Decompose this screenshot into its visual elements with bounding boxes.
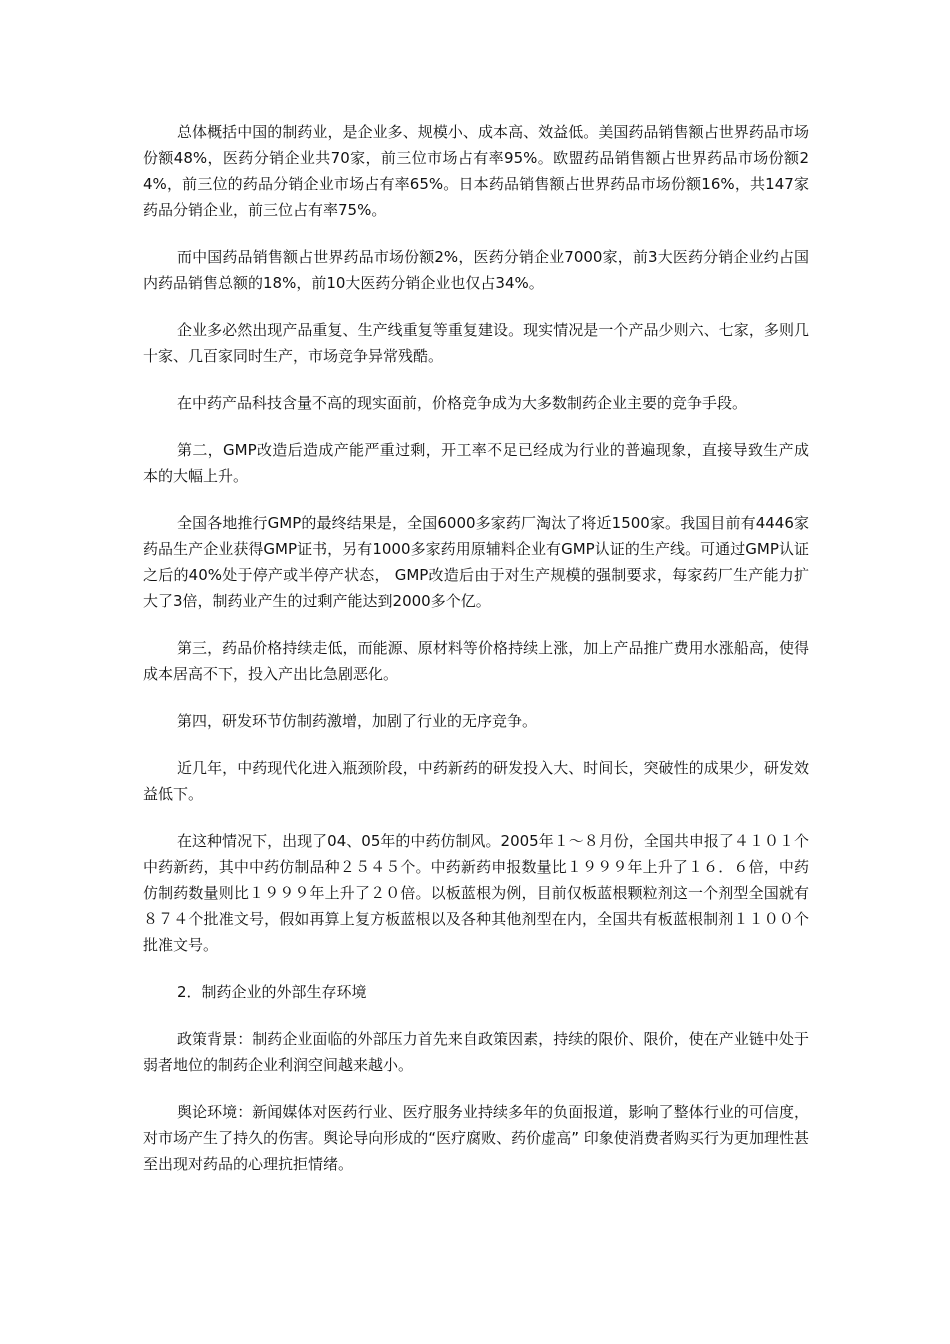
paragraph: 而中国药品销售额占世界药品市场份额2%，医药分销企业7000家，前3大医药分销企业约占国内药品销售总额的18%，前10大医药分销企业也仅占34%。 <box>143 248 809 292</box>
paragraph: 在中药产品科技含量不高的现实面前，价格竞争成为大多数制药企业主要的竞争手段。 <box>177 394 748 412</box>
paragraph: 企业多必然出现产品重复、生产线重复等重复建设。现实情况是一个产品少则六、七家，多则几十家、几百家同时生产，市场竞争异常残酷。 <box>143 321 809 365</box>
paragraph: 近几年，中药现代化进入瓶颈阶段，中药新药的研发投入大、时间长，突破性的成果少，研发效益低下。 <box>143 759 809 803</box>
paragraph: 舆论环境：新闻媒体对医药行业、医疗服务业持续多年的负面报道，影响了整体行业的可信度，对市场产生了持久的伤害。舆论导向形成的“医疗腐败、药价虚高” 印象使消费者购买行为更加理性甚至出现对药品的心理抗拒情绪。 <box>143 1103 809 1173</box>
document-body <box>143 119 809 1198</box>
paragraph: 在这种情况下，出现了04、05年的中药仿制风。2005年１～８月份，全国共申报了４１０１个中药新药，其中中药仿制品种２５４５个。中药新药申报数量比１９９９年上升了１６．６倍，中药仿制药数量则比１９９９年上升了２０倍。以板蓝根为例，目前仅板蓝根颗粒剂这一个剂型全国就有８７４个批准文号，假如再算上复方板蓝根以及各种其他剂型在内，全国共有板蓝根制剂１１００个批准文号。 <box>143 832 809 954</box>
section-heading: 2．制药企业的外部生存环境 <box>177 983 367 1001</box>
paragraph: 第四，研发环节仿制药激增，加剧了行业的无序竞争。 <box>177 712 538 730</box>
paragraph: 第三，药品价格持续走低，而能源、原材料等价格持续上涨，加上产品推广费用水涨船高，使得成本居高不下，投入产出比急剧恶化。 <box>143 639 809 683</box>
paragraph: 政策背景：制药企业面临的外部压力首先来自政策因素，持续的限价、限价，使在产业链中处于弱者地位的制药企业利润空间越来越小。 <box>143 1030 809 1074</box>
paragraph: 总体概括中国的制药业，是企业多、规模小、成本高、效益低。美国药品销售额占世界药品市场份额48%，医药分销企业共70家，前三位市场占有率95%。欧盟药品销售额占世界药品市场份额24%，前三位的药品分销企业市场占有率65%。日本药品销售额占世界药品市场份额16%，共147家药品分销企业，前三位占有率75%。 <box>143 123 809 219</box>
paragraph: 全国各地推行GMP的最终结果是，全国6000多家药厂淘汰了将近1500家。我国目前有4446家药品生产企业获得GMP证书，另有1000多家药用原辅料企业有GMP认证的生产线。可通过GMP认证之后的40%处于停产或半停产状态， GMP改造后由于对生产规模的强制要求，每家药厂生产能力扩大了3倍，制药业产生的过剩产能达到2000多个亿。 <box>143 514 809 610</box>
paragraph: 第二，GMP改造后造成产能严重过剩，开工率不足已经成为行业的普遍现象，直接导致生产成本的大幅上升。 <box>143 441 809 485</box>
